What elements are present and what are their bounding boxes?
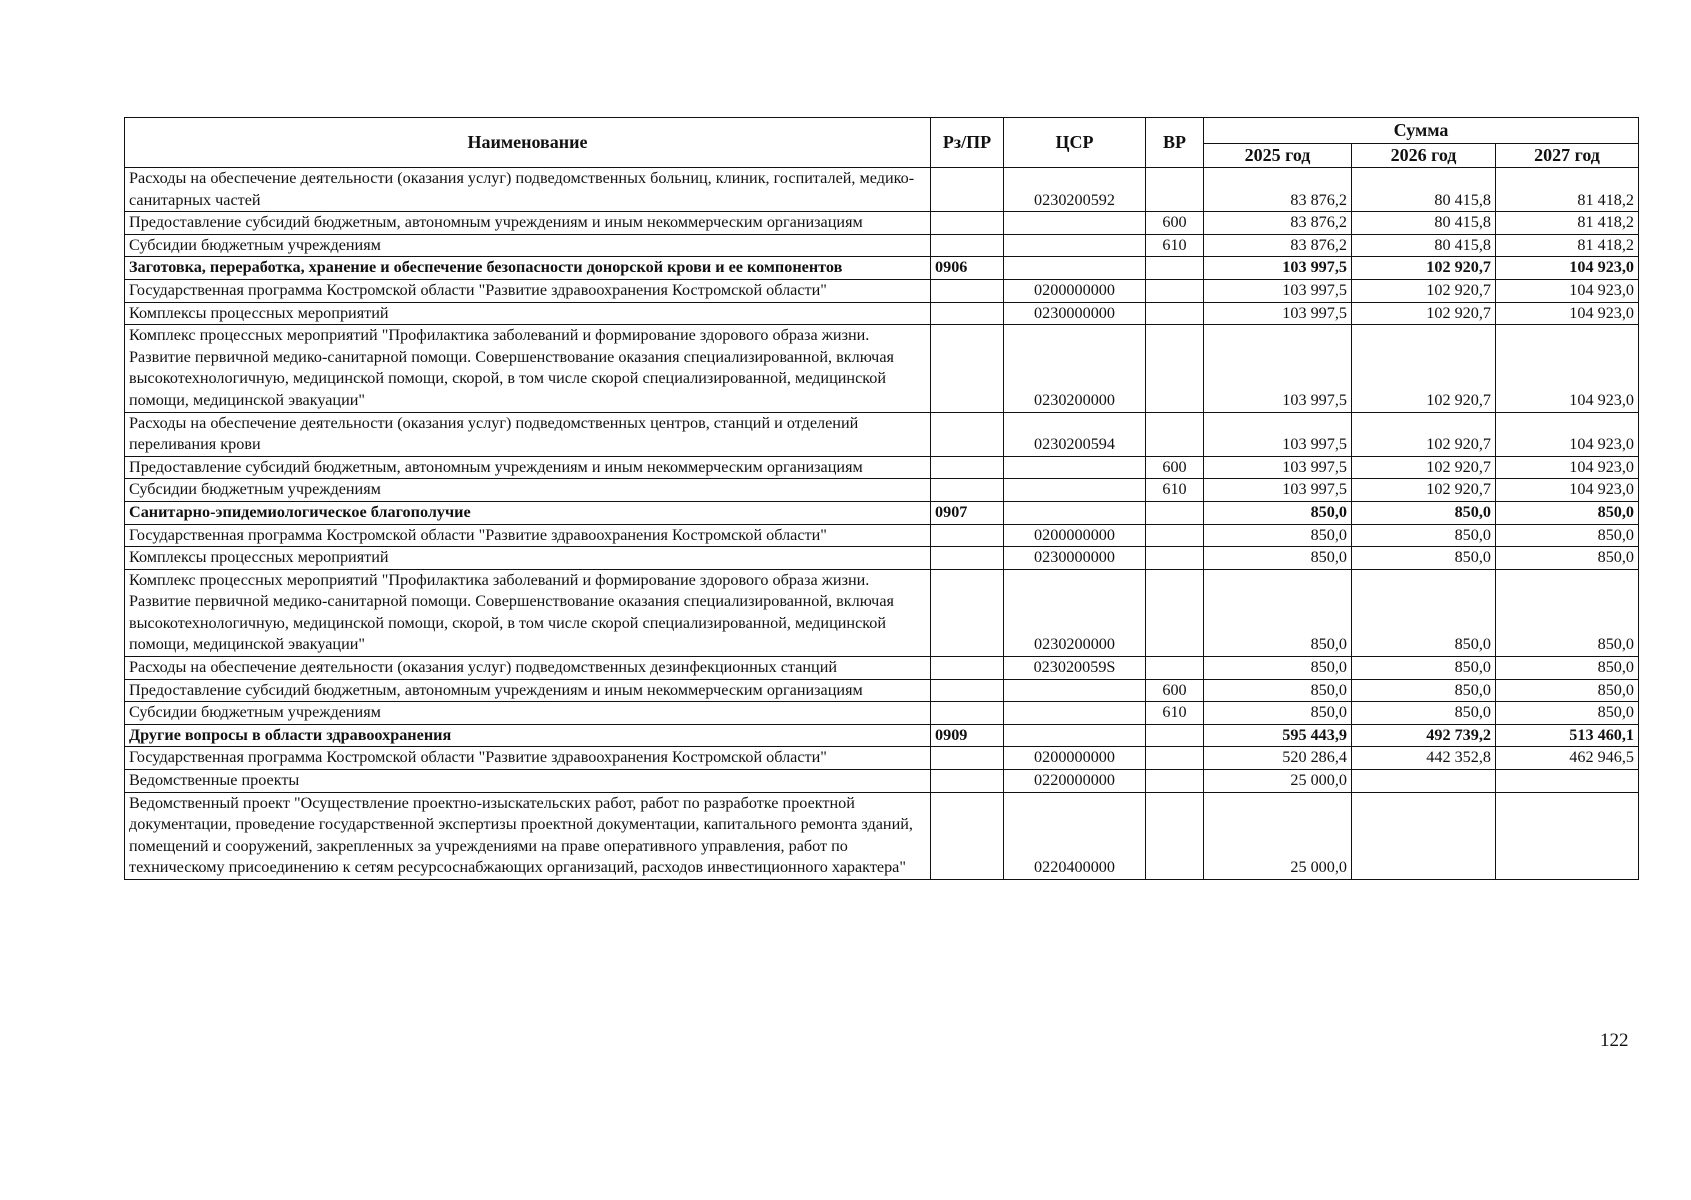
table-row — [125, 501, 1639, 524]
header-year-2027: 2027 год — [1496, 143, 1639, 168]
cell-vr — [1146, 325, 1204, 412]
cell-rz-pr — [931, 524, 1004, 547]
table-row — [125, 702, 1639, 725]
header-rz-pr: Рз/ПР — [931, 118, 1004, 168]
cell-2025: 83 876,2 — [1204, 168, 1352, 212]
cell-vr: 600 — [1146, 456, 1204, 479]
cell-2026: 850,0 — [1352, 679, 1496, 702]
cell-rz-pr — [931, 792, 1004, 879]
cell-2025: 83 876,2 — [1204, 234, 1352, 257]
cell-2026: 850,0 — [1352, 547, 1496, 570]
cell-rz-pr: 0909 — [931, 724, 1004, 747]
cell-name: Комплексы процессных мероприятий — [125, 302, 931, 325]
cell-csr: 0200000000 — [1004, 279, 1146, 302]
cell-rz-pr — [931, 702, 1004, 725]
table-row — [125, 792, 1639, 879]
cell-rz-pr — [931, 679, 1004, 702]
cell-vr: 600 — [1146, 679, 1204, 702]
table-row — [125, 770, 1639, 793]
cell-2025: 850,0 — [1204, 679, 1352, 702]
cell-name: Государственная программа Костромской области "Развитие здравоохранения Костромской области" — [125, 524, 931, 547]
cell-name: Государственная программа Костромской области "Развитие здравоохранения Костромской области" — [125, 279, 931, 302]
cell-vr — [1146, 302, 1204, 325]
table-row — [125, 212, 1639, 235]
cell-2025: 850,0 — [1204, 524, 1352, 547]
cell-2026: 850,0 — [1352, 657, 1496, 680]
cell-csr: 0230200594 — [1004, 412, 1146, 456]
cell-csr — [1004, 257, 1146, 280]
cell-vr: 610 — [1146, 479, 1204, 502]
cell-vr: 600 — [1146, 212, 1204, 235]
cell-name: Комплекс процессных мероприятий "Профилактика заболеваний и формирование здорового образа жизни. Развитие первичной медико-санитарной помощи. Совершенствование оказания специализированной, включая высокотехнологичную, медицинской помощи, скорой, в том числе скорой специализированной, медицинской помощи, медицинской эвакуации" — [125, 569, 931, 656]
cell-csr — [1004, 679, 1146, 702]
cell-2027: 104 923,0 — [1496, 325, 1639, 412]
cell-2027: 104 923,0 — [1496, 279, 1639, 302]
cell-vr — [1146, 770, 1204, 793]
cell-2027: 850,0 — [1496, 524, 1639, 547]
cell-2025: 103 997,5 — [1204, 412, 1352, 456]
cell-2027: 850,0 — [1496, 547, 1639, 570]
cell-name: Заготовка, переработка, хранение и обеспечение безопасности донорской крови и ее компонентов — [125, 257, 931, 280]
cell-csr: 0230200000 — [1004, 569, 1146, 656]
cell-rz-pr — [931, 168, 1004, 212]
cell-csr: 0220400000 — [1004, 792, 1146, 879]
cell-2025: 850,0 — [1204, 657, 1352, 680]
cell-rz-pr — [931, 325, 1004, 412]
cell-name: Субсидии бюджетным учреждениям — [125, 234, 931, 257]
cell-2026: 850,0 — [1352, 501, 1496, 524]
cell-rz-pr: 0907 — [931, 501, 1004, 524]
cell-2025: 595 443,9 — [1204, 724, 1352, 747]
cell-name: Государственная программа Костромской области "Развитие здравоохранения Костромской области" — [125, 747, 931, 770]
table-row — [125, 724, 1639, 747]
cell-rz-pr — [931, 456, 1004, 479]
cell-csr: 0200000000 — [1004, 524, 1146, 547]
cell-2026: 80 415,8 — [1352, 168, 1496, 212]
cell-name: Комплекс процессных мероприятий "Профилактика заболеваний и формирование здорового образа жизни. Развитие первичной медико-санитарной помощи. Совершенствование оказания специализированной, включая высокотехнологичную, медицинской помощи, скорой, в том числе скорой специализированной, медицинской помощи, медицинской эвакуации" — [125, 325, 931, 412]
cell-name: Санитарно-эпидемиологическое благополучие — [125, 501, 931, 524]
cell-2027: 104 923,0 — [1496, 302, 1639, 325]
cell-name: Субсидии бюджетным учреждениям — [125, 702, 931, 725]
page-number: 122 — [1600, 1030, 1629, 1051]
cell-rz-pr — [931, 302, 1004, 325]
cell-2026: 442 352,8 — [1352, 747, 1496, 770]
cell-name: Расходы на обеспечение деятельности (оказания услуг) подведомственных центров, станций и отделений переливания крови — [125, 412, 931, 456]
cell-2027: 850,0 — [1496, 679, 1639, 702]
cell-2026 — [1352, 770, 1496, 793]
cell-name: Субсидии бюджетным учреждениям — [125, 479, 931, 502]
cell-vr — [1146, 747, 1204, 770]
cell-csr: 023020059S — [1004, 657, 1146, 680]
cell-rz-pr — [931, 770, 1004, 793]
cell-csr: 0230000000 — [1004, 302, 1146, 325]
cell-2027 — [1496, 770, 1639, 793]
table-row — [125, 412, 1639, 456]
cell-2026: 80 415,8 — [1352, 234, 1496, 257]
cell-csr: 0230000000 — [1004, 547, 1146, 570]
table-header-row — [125, 118, 1639, 144]
cell-2027 — [1496, 792, 1639, 879]
cell-rz-pr — [931, 234, 1004, 257]
header-year-2026: 2026 год — [1352, 143, 1496, 168]
table-row — [125, 325, 1639, 412]
cell-rz-pr: 0906 — [931, 257, 1004, 280]
cell-vr — [1146, 501, 1204, 524]
table-row — [125, 168, 1639, 212]
table-row — [125, 657, 1639, 680]
cell-rz-pr — [931, 479, 1004, 502]
cell-vr — [1146, 657, 1204, 680]
cell-2026: 80 415,8 — [1352, 212, 1496, 235]
cell-2025: 103 997,5 — [1204, 325, 1352, 412]
table-row — [125, 679, 1639, 702]
cell-csr: 0200000000 — [1004, 747, 1146, 770]
cell-2027: 81 418,2 — [1496, 212, 1639, 235]
cell-vr — [1146, 547, 1204, 570]
cell-2025: 25 000,0 — [1204, 792, 1352, 879]
cell-vr — [1146, 792, 1204, 879]
cell-2027: 462 946,5 — [1496, 747, 1639, 770]
cell-2027: 81 418,2 — [1496, 234, 1639, 257]
cell-2027: 850,0 — [1496, 569, 1639, 656]
cell-vr — [1146, 524, 1204, 547]
cell-name: Предоставление субсидий бюджетным, автономным учреждениям и иным некоммерческим организациям — [125, 212, 931, 235]
cell-2025: 103 997,5 — [1204, 257, 1352, 280]
table-row — [125, 257, 1639, 280]
cell-2025: 850,0 — [1204, 501, 1352, 524]
table-row — [125, 569, 1639, 656]
cell-2026: 102 920,7 — [1352, 257, 1496, 280]
cell-vr — [1146, 569, 1204, 656]
cell-name: Расходы на обеспечение деятельности (оказания услуг) подведомственных дезинфекционных станций — [125, 657, 931, 680]
cell-2027: 850,0 — [1496, 702, 1639, 725]
cell-2027: 104 923,0 — [1496, 257, 1639, 280]
cell-csr — [1004, 501, 1146, 524]
cell-rz-pr — [931, 279, 1004, 302]
header-vr: ВР — [1146, 118, 1204, 168]
table-row — [125, 747, 1639, 770]
cell-rz-pr — [931, 657, 1004, 680]
table-row — [125, 524, 1639, 547]
cell-rz-pr — [931, 547, 1004, 570]
cell-2026: 492 739,2 — [1352, 724, 1496, 747]
cell-csr — [1004, 212, 1146, 235]
cell-2026 — [1352, 792, 1496, 879]
cell-csr: 0230200592 — [1004, 168, 1146, 212]
cell-2027: 104 923,0 — [1496, 456, 1639, 479]
cell-2026: 850,0 — [1352, 569, 1496, 656]
table-row — [125, 547, 1639, 570]
header-year-2025: 2025 год — [1204, 143, 1352, 168]
cell-rz-pr — [931, 569, 1004, 656]
cell-vr — [1146, 279, 1204, 302]
header-sum: Сумма — [1204, 118, 1639, 144]
cell-vr — [1146, 168, 1204, 212]
cell-2026: 102 920,7 — [1352, 302, 1496, 325]
table-row — [125, 479, 1639, 502]
cell-csr: 0220000000 — [1004, 770, 1146, 793]
cell-csr — [1004, 724, 1146, 747]
cell-rz-pr — [931, 747, 1004, 770]
cell-vr — [1146, 412, 1204, 456]
cell-2025: 83 876,2 — [1204, 212, 1352, 235]
cell-2026: 850,0 — [1352, 524, 1496, 547]
cell-2025: 850,0 — [1204, 547, 1352, 570]
cell-name: Ведомственные проекты — [125, 770, 931, 793]
cell-2025: 25 000,0 — [1204, 770, 1352, 793]
cell-name: Расходы на обеспечение деятельности (оказания услуг) подведомственных больниц, клиник, госпиталей, медико-санитарных частей — [125, 168, 931, 212]
table-row — [125, 302, 1639, 325]
budget-table — [124, 117, 1639, 880]
cell-2026: 102 920,7 — [1352, 325, 1496, 412]
cell-2026: 102 920,7 — [1352, 412, 1496, 456]
cell-2026: 102 920,7 — [1352, 456, 1496, 479]
cell-2027: 81 418,2 — [1496, 168, 1639, 212]
header-name: Наименование — [125, 118, 931, 168]
cell-vr: 610 — [1146, 702, 1204, 725]
cell-2027: 850,0 — [1496, 501, 1639, 524]
table-row — [125, 279, 1639, 302]
cell-2027: 104 923,0 — [1496, 479, 1639, 502]
cell-2027: 104 923,0 — [1496, 412, 1639, 456]
cell-name: Комплексы процессных мероприятий — [125, 547, 931, 570]
cell-2026: 102 920,7 — [1352, 479, 1496, 502]
cell-2026: 850,0 — [1352, 702, 1496, 725]
cell-2025: 850,0 — [1204, 702, 1352, 725]
cell-csr — [1004, 702, 1146, 725]
cell-csr — [1004, 479, 1146, 502]
cell-name: Предоставление субсидий бюджетным, автономным учреждениям и иным некоммерческим организациям — [125, 679, 931, 702]
cell-rz-pr — [931, 412, 1004, 456]
cell-2025: 103 997,5 — [1204, 456, 1352, 479]
cell-csr: 0230200000 — [1004, 325, 1146, 412]
cell-csr — [1004, 456, 1146, 479]
table-body — [125, 168, 1639, 880]
cell-2027: 513 460,1 — [1496, 724, 1639, 747]
cell-2025: 103 997,5 — [1204, 279, 1352, 302]
cell-2027: 850,0 — [1496, 657, 1639, 680]
cell-2025: 850,0 — [1204, 569, 1352, 656]
cell-2025: 520 286,4 — [1204, 747, 1352, 770]
cell-csr — [1004, 234, 1146, 257]
table-row — [125, 234, 1639, 257]
cell-vr: 610 — [1146, 234, 1204, 257]
cell-vr — [1146, 724, 1204, 747]
cell-vr — [1146, 257, 1204, 280]
table-row — [125, 456, 1639, 479]
header-csr: ЦСР — [1004, 118, 1146, 168]
cell-name: Ведомственный проект "Осуществление проектно-изыскательских работ, работ по разработке проектной документации, проведение государственной экспертизы проектной документации, капитального ремонта зданий, помещений и сооружений, закрепленных за учреждениями на праве оперативного управления, работ по техническому присоединению к сетям ресурсоснабжающих организаций, расходов инвестиционного характера" — [125, 792, 931, 879]
cell-2025: 103 997,5 — [1204, 302, 1352, 325]
cell-2025: 103 997,5 — [1204, 479, 1352, 502]
cell-name: Предоставление субсидий бюджетным, автономным учреждениям и иным некоммерческим организациям — [125, 456, 931, 479]
cell-2026: 102 920,7 — [1352, 279, 1496, 302]
cell-rz-pr — [931, 212, 1004, 235]
cell-name: Другие вопросы в области здравоохранения — [125, 724, 931, 747]
